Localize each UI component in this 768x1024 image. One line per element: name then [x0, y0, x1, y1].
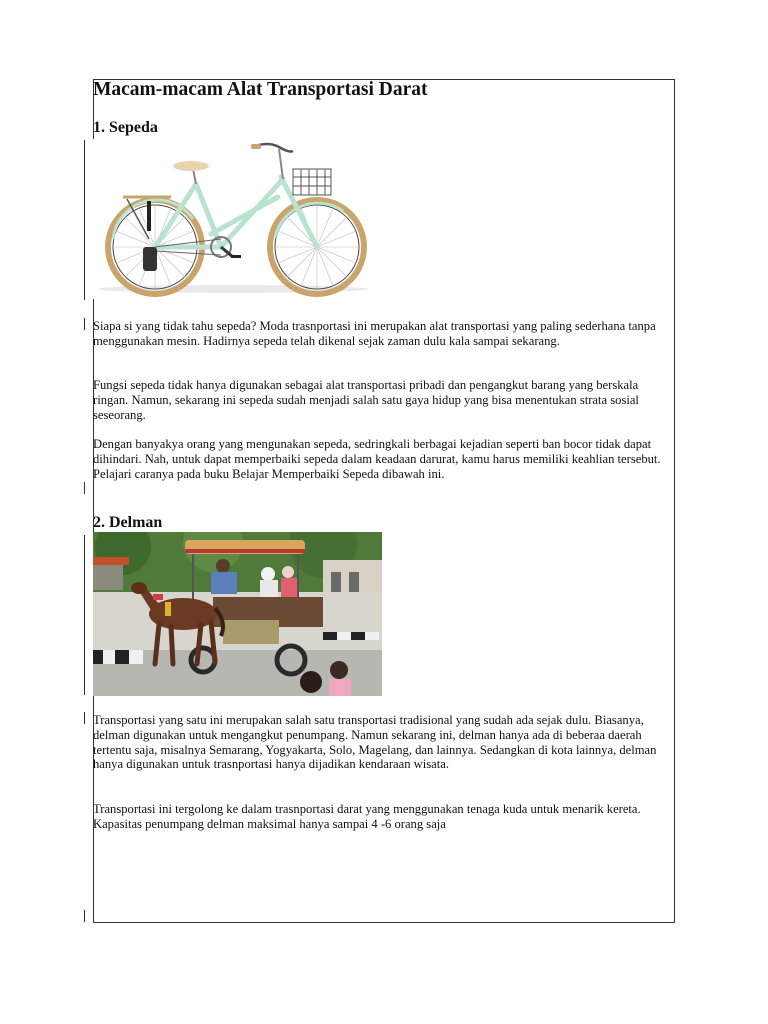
paragraph-sepeda-3: Dengan banyakya orang yang mengunakan sepeda, sedringkali berbagai kejadian seperti ban bocor tidak dapat dihindari. Nah, untuk dapat memperbaiki sepeda dalam keadaan darurat, kamu harus memiliki keahlian tersebut. Pelajari caranya pada buku Belajar Memperbaiki Sepeda dibawah ini.: [93, 437, 661, 481]
change-bar: [84, 712, 85, 724]
change-bar: [84, 535, 85, 695]
paragraph-delman-1: Transportasi yang satu ini merupakan salah satu transportasi tradisional yang sudah ada sejak dulu. Biasanya, delman digunakan untuk mengangkut penumpang. Namun sekarang ini, delman hanya ada di beberaa daerah tertentu saja, misalnya Semarang, Yogyakarta, Solo, Magelang, dan lainnya. Sedangkan di kota lainnya, delman hanya digunakan untuk trasnportasi hanya dijadikan kendaraan wisata.: [93, 713, 657, 772]
delman-photo: [93, 532, 382, 696]
change-bar: [84, 318, 85, 330]
change-bar: [84, 910, 85, 922]
bicycle-illustration: [93, 139, 373, 299]
paragraph-sepeda-1: Siapa si yang tidak tahu sepeda? Moda trasnportasi ini merupakan alat transportasi yang paling sederhana tanpa menggunakan mesin. Hadirnya sepeda telah dikenal sejak zaman dulu kala sampai sekarang.: [93, 319, 656, 348]
section-heading-delman: 2. Delman: [93, 514, 163, 531]
change-bar: [84, 140, 85, 300]
change-bar: [84, 482, 85, 494]
paragraph-delman-2: Transportasi ini tergolong ke dalam trasnportasi darat yang menggunakan tenaga kuda untuk menarik kereta. Kapasitas penumpang delman maksimal hanya sampai 4 -6 orang saja: [93, 802, 641, 831]
section-heading-sepeda: 1. Sepeda: [93, 119, 158, 136]
delman-illustration: [93, 532, 382, 696]
document-title: Macam-macam Alat Transportasi Darat: [93, 79, 428, 100]
paragraph-sepeda-2: Fungsi sepeda tidak hanya digunakan sebagai alat transportasi pribadi dan pengangkut barang yang berskala ringan. Namun, sekarang ini sepeda sudah menjadi salah satu gaya hidup yang bisa menentukan strata sosial seseorang.: [93, 378, 639, 422]
bicycle-image: [93, 139, 373, 299]
